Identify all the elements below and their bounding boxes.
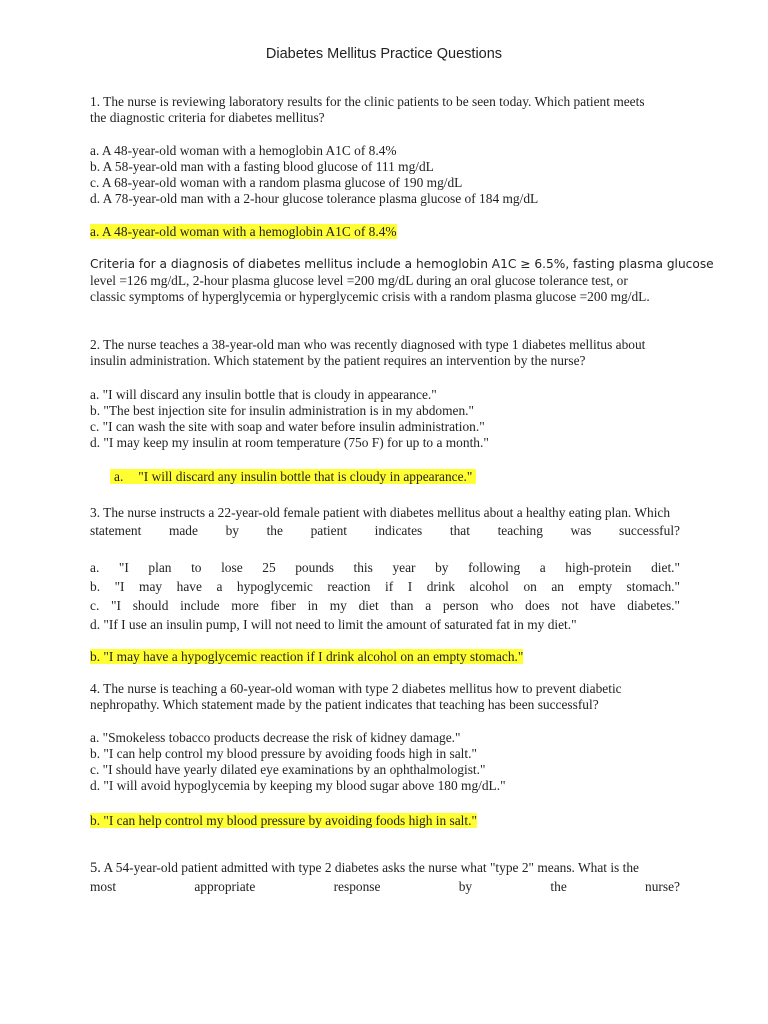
q4-option-c: c. "I should have yearly dilated eye examinations by an ophthalmologist." [90, 762, 486, 777]
q5-stem-text-1: A 54-year-old patient admitted with type 2 diabetes asks the nurse what "type 2" means. What is the [103, 860, 639, 875]
q1-answer-highlight [90, 223, 397, 240]
q4-option-a: a. "Smokeless tobacco products decrease the risk of kidney damage." [90, 730, 461, 745]
q3-stem-line-1: 3. The nurse instructs a 22-year-old female patient with diabetes mellitus about a healthy eating plan. Which [90, 505, 671, 520]
q3-answer-highlight [90, 648, 523, 665]
q5-number: 5. [90, 860, 101, 876]
q4-option-b: b. "I can help control my blood pressure by avoiding foods high in salt." [90, 746, 477, 761]
q1-option-a: a. A 48-year-old woman with a hemoglobin A1C of 8.4% [90, 143, 397, 158]
q1-answer: a. A 48-year-old woman with a hemoglobin A1C of 8.4% [90, 224, 397, 239]
q2-answer-text: "I will discard any insulin bottle that is cloudy in appearance." [138, 469, 473, 484]
q1-rationale-line-3: classic symptoms of hyperglycemia or hyperglycemic crisis with a random plasma glucose =200 mg/dL. [90, 289, 650, 304]
q1-option-b: b. A 58-year-old man with a fasting blood glucose of 111 mg/dL [90, 159, 434, 174]
q2-option-d: d. "I may keep my insulin at room temperature (75o F) for up to a month." [90, 435, 489, 450]
q1-stem-line-2: the diagnostic criteria for diabetes mellitus? [90, 110, 325, 125]
q2-option-a: a. "I will discard any insulin bottle that is cloudy in appearance." [90, 387, 437, 402]
q3-stem-line-2: statement made by the patient indicates that teaching was successful? [90, 523, 680, 538]
q3-option-d: d. "If I use an insulin pump, I will not need to limit the amount of saturated fat in my diet." [90, 617, 577, 632]
q4-stem-line-1: 4. The nurse is teaching a 60-year-old woman with type 2 diabetes mellitus how to prevent diabetic [90, 681, 622, 696]
q2-answer-letter: a. [114, 469, 124, 484]
q5-stem-line-1 [90, 859, 680, 877]
q4-answer: b. "I can help control my blood pressure by avoiding foods high in salt." [90, 813, 477, 828]
q2-option-b: b. "The best injection site for insulin administration is in my abdomen." [90, 403, 474, 418]
q1-stem-line-1: 1. The nurse is reviewing laboratory results for the clinic patients to be seen today. Which patient meets [90, 94, 645, 109]
q2-stem-line-2: insulin administration. Which statement by the patient requires an intervention by the nurse? [90, 353, 586, 368]
q2-option-c: c. "I can wash the site with soap and water before insulin administration." [90, 419, 485, 434]
q2-stem-line-1: 2. The nurse teaches a 38-year-old man who was recently diagnosed with type 1 diabetes mellitus about [90, 337, 646, 352]
q1-rationale-line-1: Criteria for a diagnosis of diabetes mellitus include a hemoglobin A1C ≥ 6.5%, fasting plasma glucose [90, 257, 714, 271]
q4-stem-line-2: nephropathy. Which statement made by the patient indicates that teaching has been successful? [90, 697, 599, 712]
q1-option-c: c. A 68-year-old woman with a random plasma glucose of 190 mg/dL [90, 175, 463, 190]
q4-option-d: d. "I will avoid hypoglycemia by keeping my blood sugar above 180 mg/dL." [90, 778, 506, 793]
q1-option-d: d. A 78-year-old man with a 2-hour glucose tolerance plasma glucose of 184 mg/dL [90, 191, 539, 206]
q1-rationale-line-2: level =126 mg/dL, 2-hour plasma glucose level =200 mg/dL during an oral glucose tolerance test, or [90, 273, 628, 288]
q3-option-c: c. "I should include more fiber in my diet than a person who does not have diabetes." [90, 598, 680, 613]
page-title: Diabetes Mellitus Practice Questions [265, 46, 503, 62]
q3-answer: b. "I may have a hypoglycemic reaction if I drink alcohol on an empty stomach." [90, 649, 524, 664]
q5-stem-line-2: most appropriate response by the nurse? [90, 879, 680, 894]
q3-option-b: b. "I may have a hypoglycemic reaction if I drink alcohol on an empty stomach." [90, 579, 680, 594]
q2-answer-highlight [110, 468, 476, 485]
q4-answer-highlight [90, 812, 477, 829]
q3-option-a: a. "I plan to lose 25 pounds this year by following a high-protein diet." [90, 560, 680, 575]
